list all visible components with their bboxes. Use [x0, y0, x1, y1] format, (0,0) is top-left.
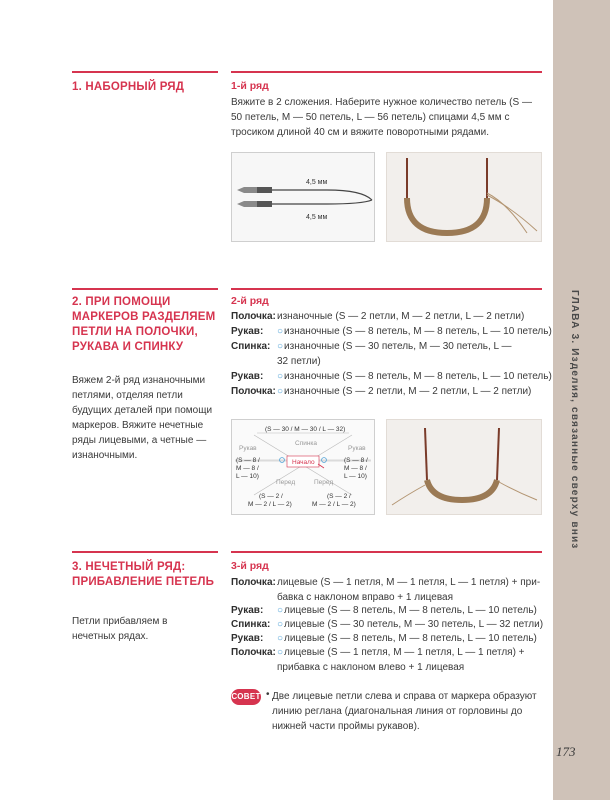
row-text: изнаночные (S — 8 петель, M — 8 петель, L — 10 петель) [284, 371, 552, 382]
diagram-back-label: Спинка [295, 440, 318, 447]
diagram-bottom-right-1: (S — 2 / [327, 493, 351, 500]
bullet-icon: • [266, 689, 270, 700]
page-number: 173 [556, 744, 576, 759]
diagram-front-right: Перед [314, 479, 334, 486]
row-text: изнаночные (S — 30 петель, M — 30 петель, L — [284, 341, 512, 352]
diagram-bottom-left-1: (S — 2 / [259, 493, 283, 500]
section-3-rule-left [72, 551, 218, 553]
needle-illustration [232, 153, 374, 241]
diagram-left-count-3: L — 10) [236, 473, 259, 480]
row-3-5 [231, 645, 525, 660]
section-1-rule-left [72, 71, 218, 73]
row-label: Рукав: [231, 326, 264, 337]
section-2-rule-left [72, 288, 218, 290]
row-2-3-cont: 32 петли) [277, 356, 321, 367]
row-label: Полочка: [231, 647, 276, 658]
marker-icon: ○ [277, 619, 284, 630]
diagram-top-count: (S — 30 / M — 30 / L — 32) [265, 426, 346, 433]
diagram-start-label: Начало [292, 459, 315, 466]
section-1-step-title: 1-й ряд [231, 80, 269, 92]
row-label: Полочка: [231, 311, 276, 322]
marker-icon: ○ [277, 605, 284, 616]
row-label: Рукав: [231, 633, 264, 644]
row-3-1-cont: бавка с наклоном вправо + 1 лицевая [277, 592, 454, 603]
marker-icon: ○ [277, 371, 284, 382]
row-3-1 [231, 575, 540, 590]
section-1-rule-right [231, 71, 542, 73]
diagram-right-count-3: L — 10) [344, 473, 367, 480]
row-2-5 [231, 384, 531, 399]
marker-icon: ○ [277, 386, 284, 397]
marker-icon: ○ [277, 326, 284, 337]
row-label: Полочка: [231, 386, 276, 397]
diagram-right-count-2: M — 8 / [344, 465, 367, 472]
diagram-sleeve-right: Рукав [348, 445, 366, 452]
marker-icon: ○ [277, 341, 284, 352]
diagram-bottom-right-2: M — 2 / L — 2) [312, 501, 356, 508]
row-3-5-cont: прибавка с наклоном влево + 1 лицевая [277, 662, 465, 673]
row-2-4 [231, 369, 552, 384]
row-text: лицевые (S — 1 петля, M — 1 петля, L — 1 петля) + при- [277, 577, 541, 588]
row-2-2 [231, 324, 552, 339]
row-label: Рукав: [231, 371, 264, 382]
tip-badge: СОВЕТ [231, 689, 261, 705]
section-3-title: 3. НЕЧЕТНЫЙ РЯД: ПРИБАВЛЕНИЕ ПЕТЕЛЬ [72, 561, 215, 588]
row-text: лицевые (S — 1 петля, M — 1 петля, L — 1 петля) + [284, 647, 525, 658]
section-3-rule-right [231, 551, 542, 553]
needle-top-label: 4,5 мм [306, 179, 328, 186]
row-3-3 [231, 617, 543, 632]
photo-cast-on-image [387, 153, 541, 241]
marker-icon: ○ [277, 647, 284, 658]
chapter-title: ГЛАВА 3. Изделия, связанные сверху вниз [569, 290, 580, 550]
diagram-front-left: Перед [276, 479, 296, 486]
diagram-left-count-1: (S — 8 / [236, 457, 260, 464]
photo-markers [386, 419, 542, 515]
row-text: изнаночные (S — 2 петли, M — 2 петли, L — 2 петли) [284, 386, 532, 397]
marker-icon: ○ [277, 633, 284, 644]
photo-markers-image [387, 420, 541, 514]
diagram-right-count-1: (S — 8 / [344, 457, 368, 464]
row-text: лицевые (S — 8 петель, M — 8 петель, L — 10 петель) [284, 605, 537, 616]
section-2-text: Вяжем 2-й ряд изнаночными петлями, отделяя петли будущих деталей при помощи маркеров. Вяжите нечетные ряды лицевыми, а четные — изнаночными. [72, 375, 213, 461]
tip-text: Две лицевые петли слева и справа от маркера образуют линию реглана (диагональная линия от горловины до нижней части проймы рукавов). [272, 691, 537, 732]
row-label: Спинка: [231, 619, 271, 630]
row-text: лицевые (S — 30 петель, M — 30 петель, L — 32 петли) [284, 619, 544, 630]
section-3-text: Петли прибавляем в нечетных рядах. [72, 616, 168, 642]
row-text: изнаночные (S — 8 петель, M — 8 петель, L — 10 петель) [284, 326, 552, 337]
marker-layout-illustration [232, 420, 374, 514]
row-3-4 [231, 631, 537, 646]
row-3-2 [231, 603, 537, 618]
section-2-title: 2. ПРИ ПОМОЩИ МАРКЕРОВ РАЗДЕЛЯЕМ ПЕТЛИ НА ПОЛОЧКИ, РУКАВА И СПИНКУ [72, 296, 216, 353]
section-3-step-title: 3-й ряд [231, 560, 269, 572]
row-label: Рукав: [231, 605, 264, 616]
section-1-text: Вяжите в 2 сложения. Наберите нужное количество петель (S — 50 петель, M — 50 петель, L — 56 петель) спицами 4,5 мм с тросиком длиной 40 см и вяжите поворотными рядами. [231, 97, 532, 138]
needle-diagram [231, 152, 375, 242]
section-2-step-title: 2-й ряд [231, 295, 269, 307]
needle-bottom-label: 4,5 мм [306, 214, 328, 221]
diagram-left-count-2: M — 8 / [236, 465, 259, 472]
row-label: Спинка: [231, 341, 271, 352]
section-2-rule-right [231, 288, 542, 290]
marker-diagram [231, 419, 375, 515]
row-2-1 [231, 309, 524, 324]
row-text: изнаночные (S — 2 петли, M — 2 петли, L — 2 петли) [277, 311, 525, 322]
photo-cast-on [386, 152, 542, 242]
diagram-sleeve-left: Рукав [239, 445, 257, 452]
row-text: лицевые (S — 8 петель, M — 8 петель, L — 10 петель) [284, 633, 537, 644]
section-1-title: 1. НАБОРНЫЙ РЯД [72, 81, 185, 93]
row-2-3 [231, 339, 512, 354]
diagram-bottom-left-2: M — 2 / L — 2) [248, 501, 292, 508]
row-label: Полочка: [231, 577, 276, 588]
